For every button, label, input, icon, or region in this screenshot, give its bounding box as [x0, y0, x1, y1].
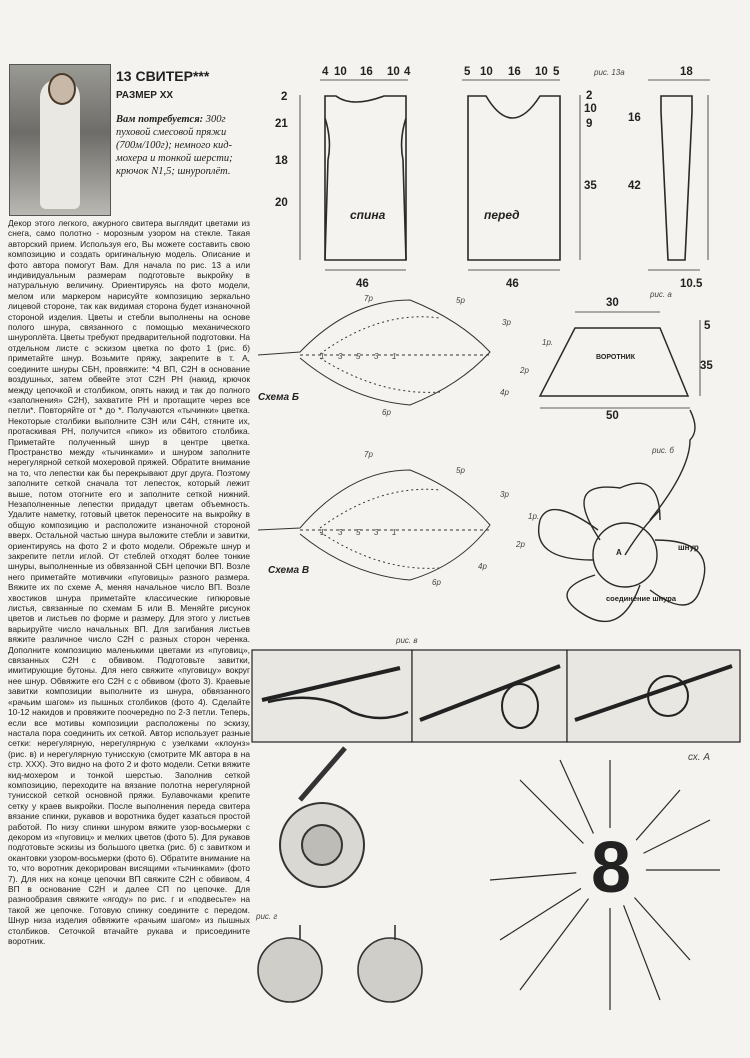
scheme-a-number: 8	[576, 828, 646, 908]
scheme-v-label: Схема В	[268, 565, 310, 576]
collar-right-b: 35	[700, 360, 713, 372]
front-dim-2: 16	[508, 66, 521, 78]
collar-top-dim: 30	[606, 297, 619, 309]
scheme-b-mark-4: 4р	[500, 388, 509, 397]
scheme-v-mark-1: 1р.	[528, 512, 540, 521]
photo-strip	[252, 650, 740, 742]
scheme-v-mark-6: 6р	[432, 578, 441, 587]
scheme-v-mark-4: 4р	[478, 562, 487, 571]
scheme-v-mark-7: 7р	[364, 450, 373, 459]
scheme-a-caption: сх. А	[688, 752, 711, 763]
flower-join-label: соединение шнура	[606, 594, 676, 603]
back-dim-3: 10	[387, 66, 400, 78]
flower-caption: рис. б	[652, 446, 674, 455]
left-dim-0: 2	[281, 91, 288, 103]
fig-g-caption: рис. г	[256, 912, 278, 921]
back-dim-2: 16	[360, 66, 373, 78]
scheme-v-leaf	[258, 470, 490, 580]
materials-label: Вам потребуется:	[116, 114, 204, 125]
flower-diagram	[539, 410, 705, 621]
scheme-b-row-5: 1	[392, 352, 397, 361]
crochet-hook-icon	[280, 748, 364, 887]
page-title: 13 СВИТЕР***	[116, 68, 210, 84]
front-dim-4: 5	[553, 66, 560, 78]
back-dim-4: 4	[404, 66, 411, 78]
flower-point: A	[616, 548, 622, 557]
sleeve-dim-1: 42	[628, 180, 641, 192]
mid-dim-2: 9	[586, 118, 593, 130]
collar-label: ВОРОТНИК	[596, 354, 635, 361]
mid-dim-1: 10	[584, 103, 597, 115]
scheme-v-row-5: 1	[392, 528, 397, 537]
scheme-b-row-1: 1	[320, 352, 325, 361]
sleeve-top-dim: 18	[680, 66, 693, 78]
front-dim-1: 10	[480, 66, 493, 78]
left-dim-2: 18	[275, 155, 288, 167]
scheme-v-row-1: 1	[320, 528, 325, 537]
sleeve-dim-0: 16	[628, 112, 641, 124]
collar-caption: рис. а	[650, 290, 672, 299]
scheme-b-mark-7: 7р	[364, 294, 373, 303]
fig-13a-caption: рис. 13а	[594, 68, 625, 77]
scheme-v-mark-3: 3р	[500, 490, 509, 499]
scheme-b-mark-5: 5р	[456, 296, 465, 305]
collar-bottom-dim: 50	[606, 410, 619, 422]
back-outline	[325, 96, 406, 260]
scheme-b-mark-1: 1р.	[542, 338, 554, 347]
size-label: РАЗМЕР XX	[116, 90, 174, 101]
collar-right-a: 5	[704, 320, 711, 332]
scheme-b-row-4: 3	[374, 352, 379, 361]
back-label: спина	[350, 208, 386, 222]
sleeve-outline	[661, 96, 692, 260]
front-label: перед	[484, 208, 520, 222]
mid-dim-3: 35	[584, 180, 597, 192]
back-dim-1: 10	[334, 66, 347, 78]
left-dim-1: 21	[275, 118, 288, 130]
scheme-v-mark-5: 5р	[456, 466, 465, 475]
collar-outline	[540, 328, 688, 396]
scheme-b-row-2: 3	[338, 352, 343, 361]
front-dim-0: 5	[464, 66, 471, 78]
front-outline	[468, 96, 560, 260]
front-dim-3: 10	[535, 66, 548, 78]
back-width: 46	[356, 278, 369, 290]
back-dim-0: 4	[322, 66, 329, 78]
scheme-b-mark-3: 3р	[502, 318, 511, 327]
scheme-v-row-4: 3	[374, 528, 379, 537]
scheme-v-row-3: 5	[356, 528, 361, 537]
scheme-b-mark-2: 2р	[520, 366, 529, 375]
mid-dim-0: 2	[586, 90, 593, 102]
sleeve-width: 10.5	[680, 278, 703, 290]
fig-v-caption: рис. в	[396, 636, 418, 645]
scheme-b-label: Схема Б	[258, 392, 299, 403]
berries-figure	[258, 925, 422, 1002]
left-dim-3: 20	[275, 197, 288, 209]
materials-text: 300г пуховой смесовой пряжи (700м/100г); немного кид-мохера и тонкой шерсти; крючок N1,5; шнуроплёт.	[116, 114, 233, 177]
scheme-b-mark-6: 6р	[382, 408, 391, 417]
scheme-v-mark-2: 2р	[516, 540, 525, 549]
scheme-b-row-3: 5	[356, 352, 361, 361]
article-text: Декор этого легкого, ажурного свитера выглядит цветами из снега, само полотно - морозным узором на стекле. Такая авторский прием. Используя его, Вы можете составить свою композицию и создать оригинальную модель. Описание и фото автора помогут Вам. Для начала по рис. 13 а или индивидуальным размерам подготовьте выкройку в натуральную величину. Ориентируясь на фото модели, мелом или маркером нарисуйте композицию зеркально лицевой стороне, так как видимая сторона будет изнаночной стороной изделия. Цветы и стебли выполнены на основе полого шнура, связанного с помощью механического шнуроплёта. Цветы требуют предварительной подготовки. На отдельном листе с эскизом цветка по фото 1 (рис. б) приметайте шнур. Возьмите пряжу, закрепите в т. А, соедините шнуры СБН, провяжите: *4 ВП, С2Н в основание воздушных, затем обвейте этот С2Н РН (накид, крючок между цепочкой и столбиком, опять накид и так до полного «заполнения» С2Н), захватите РН и протащите через все петли*. Повторяйте от * до *. Получаются «тычинки» цветка. Некоторые столбики выполните С3Н или С4Н, стяните их, протаскивая РН, получится «пико» из обвитого столбика. Приметайте полученный шнур в центре цветка. Пространство между «тычинками» и шнуром заполните нерегулярной сеткой мохеровой пряжей. Обратите внимание на то, что лепестки как бы перекрывают друг друга. Поэтому заполните сеткой сначала тот лепесток, который лежит выше, потом отогните его и заполните сеткой нижний. Незаполненные лепестки придадут цветам объемность. Удалите наметку, готовый цветок переносите на выкройку в общую композицию и расположите изнаночной стороной вверх. Остальной частью шнура выложите стебли и завитки, ориентируясь на фото 2 и фото модели. Обрежьте шнур и закрепите петли иглой. От стеблей отходят более тонкие шнуры, выполненные из обвязанной СБН цепочки ВП. Возле него приметайте мотивчики «пуговицы» разного размера. Вяжите их по схеме А, меняя начальное число ВП. Возле хвостиков шнура приметайте классические гипюровые листья, связанные по схемам Б или В. Меняйте рисунок цветов и листьев по форме и размеру. Для этого у листьев варьируйте число начальных ВП. Для загибания листьев вяжите различное число С2Н с разных сторон черенка. Дополните композицию маленькими цветами из «пуговиц», связанных С2Н с обвивом. Подготовьте завитки, имитирующие бутоны. Для него свяжите «пуговицу» вокруг нее шнур. Обвяжите его С2Н с с обвивом (фото 3). Краевые завитки композиции выполните из шнура, обвязанного «рачьим шагом» из пышных столбиков (фото 4). Сделайте 10-12 накидов и провяжите поочередно по 2-3 петли. Теперь, если все мотивы композиции расположены по эскизу, настала пора соединить их сеткой. Автор использует разные сетки: нерегулярную, нерегулярную с узелками «клоунз» (рис. в) и нерегулярную тунисскую (смотрите МК автора в на стр. XXX). Это видно на фото 2 и фото модели. Сетки вяжите кид-мохером и тонкой шерстью. Заполнив сеткой композицию, переходите на вязание полотна нерегулярной тунисской сеткой основной пряжи. Булавочками крепите сетку у краев выкройки. После выполнения переда свитера вязание спинки, рукавов и воротника будет казаться простой работой. По низу спинки шнуром вяжите узор-восьмерки с декором из «пуговиц» и мелких цветов (фото 5). Для рукавов подготовьте эскизы из большого цветка (рис. б) с завитком и окантовки узором-восьмерки (фото 6). Обратите внимание на то, что воротник декорирован висящими «тычинками» (фото 7). Для них на конце цепочки ВП свяжите С2Н с обвивом, 4 ВП в основание С2Н и далее СП по цепочке. Для разнообразия свяжите «ягоду» по рис. г и «подвесьте» на такой же цепочке. Готовую спинку соедините с передом. Шнур низа изделия обвяжите «рачьим шагом» из пышных столбиков. Сеточкой втачайте рукава и присоедините воротник.	[8, 218, 250, 947]
flower-cord-label: шнур	[678, 543, 699, 552]
scheme-v-row-2: 3	[338, 528, 343, 537]
front-width: 46	[506, 278, 519, 290]
